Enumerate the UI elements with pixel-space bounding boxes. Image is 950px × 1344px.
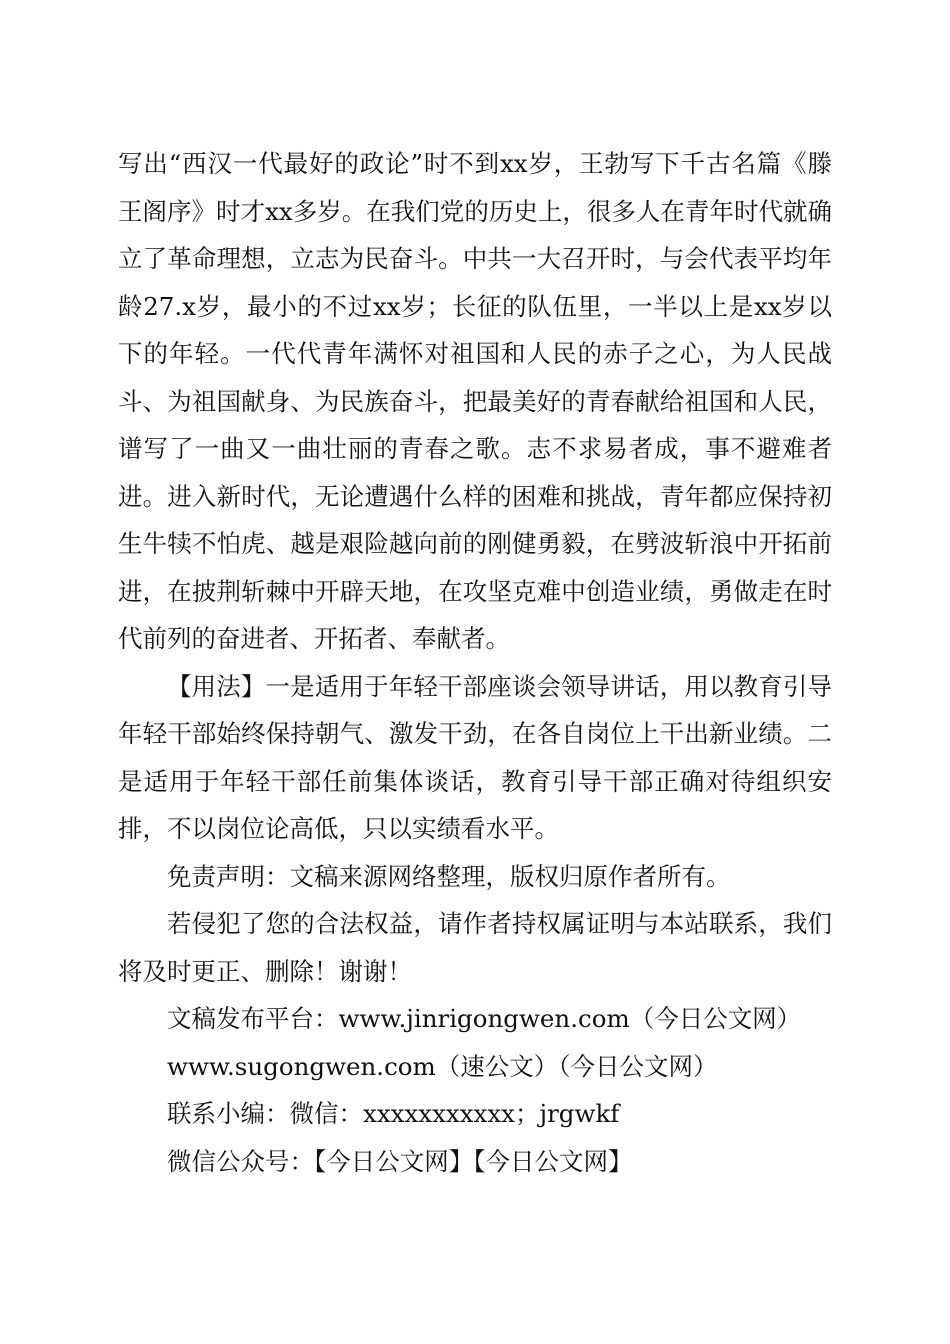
infringement-notice: 若侵犯了您的合法权益，请作者持权属证明与本站联系，我们将及时更正、删除！谢谢！ bbox=[118, 909, 832, 986]
publishing-platform-line: 文稿发布平台：www.jinrigongwen.com（今日公文网） bbox=[167, 1004, 802, 1033]
usage-paragraph: 【用法】一是适用于年轻干部座谈会领导讲话，用以教育引导年轻干部始终保持朝气、激发干劲，在各自岗位上干出新业绩。二是适用于年轻干部任前集体谈话，教育引导干部正确对待组织安排，不以岗位论高低，只以实绩看水平。 bbox=[118, 671, 832, 843]
secondary-site-line: www.sugongwen.com（速公文）（今日公文网） bbox=[167, 1051, 718, 1081]
disclaimer-line: 免责声明：文稿来源网络整理，版权归原作者所有。 bbox=[167, 861, 731, 891]
document-page bbox=[118, 140, 832, 1185]
wechat-account-line: 微信公众号：【今日公文网】【今日公文网】 bbox=[167, 1146, 633, 1176]
body-paragraph-continuation: 写出“西汉一代最好的政论”时不到xx岁，王勃写下千古名篇《滕王阁序》时才xx多岁。在我们党的历史上，很多人在青年时代就确立了革命理想，立志为民奋斗。中共一大召开时，与会代表平均年龄27.x岁，最小的不过xx岁；长征的队伍里，一半以上是xx岁以下的年轻。一代代青年满怀对祖国和人民的赤子之心，为人民战斗、为祖国献身、为民族奋斗，把最美好的青春献给祖国和人民，谱写了一曲又一曲壮丽的青春之歌。志不求易者成，事不避难者进。进入新时代，无论遭遇什么样的困难和挑战，青年都应保持初生牛犊不怕虎、越是艰险越向前的刚健勇毅，在劈波斩浪中开拓前进，在披荆斩棘中开辟天地，在攻坚克难中创造业绩，勇做走在时代前列的奋进者、开拓者、奉献者。 bbox=[118, 149, 832, 653]
contact-editor-line: 联系小编：微信：xxxxxxxxxxx；jrgwkf bbox=[167, 1099, 620, 1128]
